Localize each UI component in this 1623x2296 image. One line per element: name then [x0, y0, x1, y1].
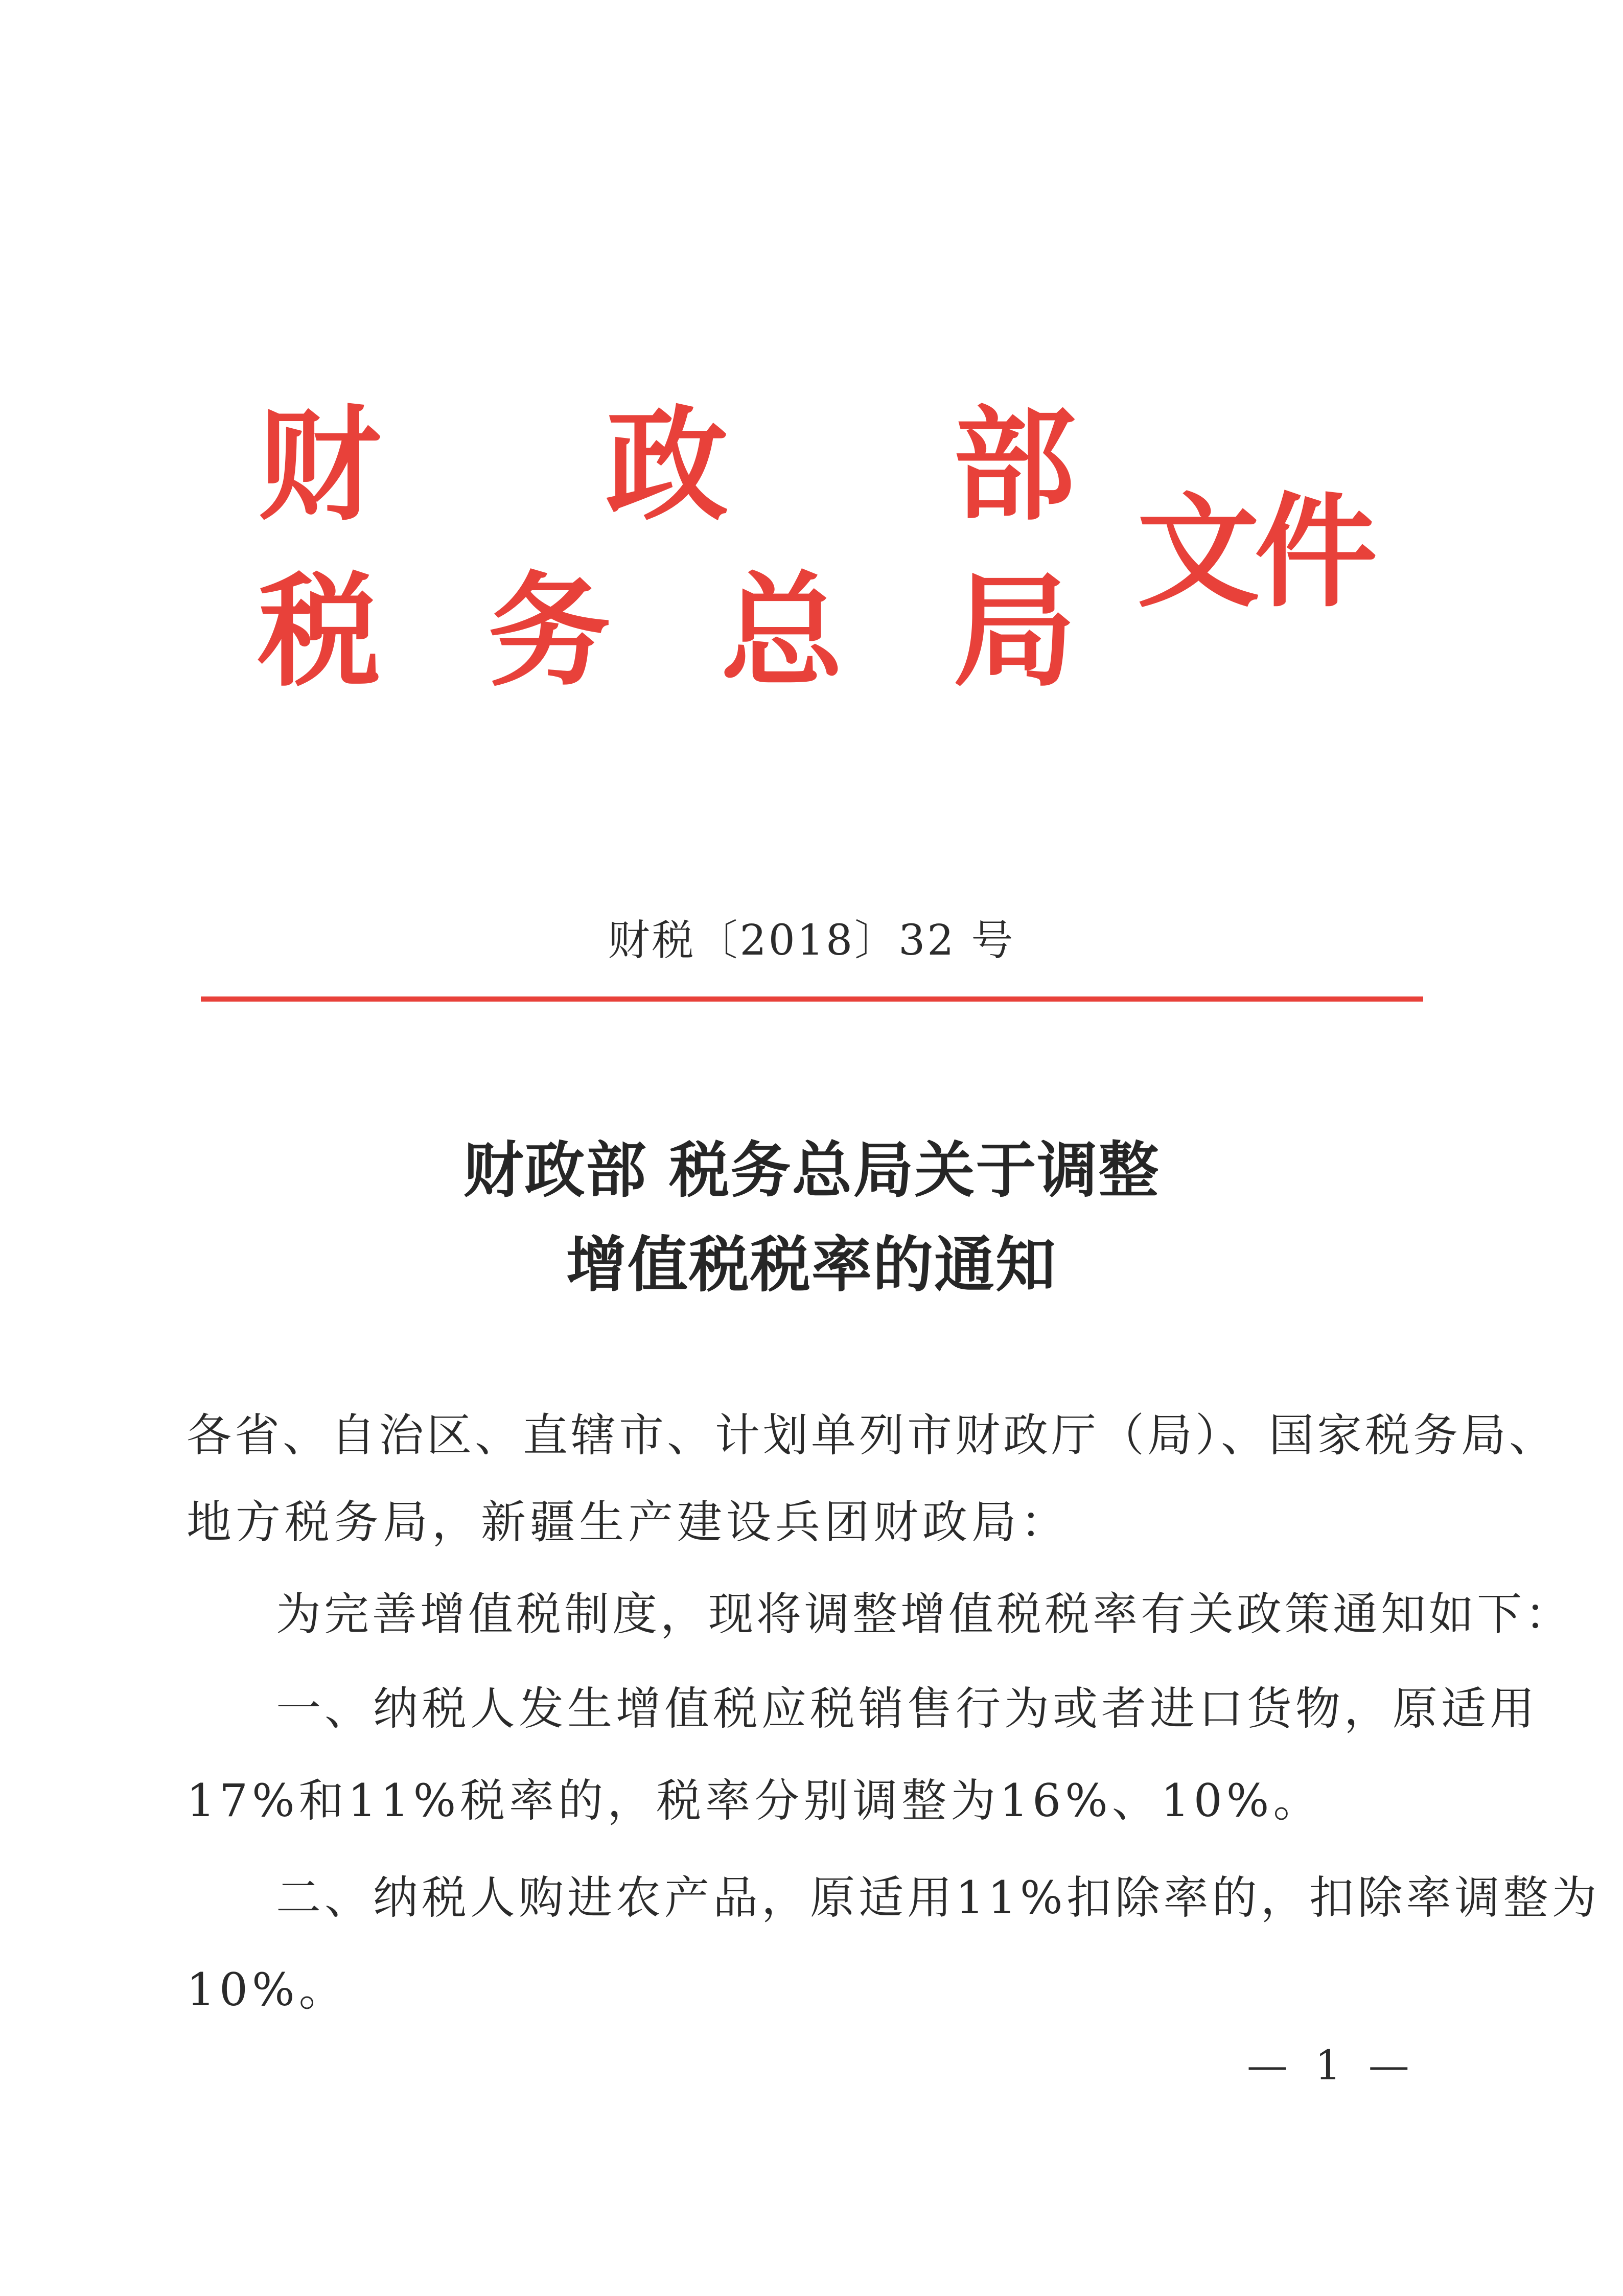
item1-line-2: 17%和11%税率的，税率分别调整为16%、10%。 — [187, 1774, 1323, 1827]
issuer-line1-char: 财 — [258, 393, 381, 537]
title-line-2: 增值税税率的通知 — [566, 1229, 1057, 1300]
doc-number: 财税〔2018〕32 号 — [608, 916, 1015, 965]
issuer-line1-char: 部 — [953, 393, 1076, 537]
issuer-line1-char: 政 — [606, 393, 729, 537]
item2-line-2: 10%。 — [187, 1963, 348, 2016]
issuer-line2-char: 总 — [721, 559, 844, 703]
salutation-line-1: 各省、自治区、直辖市、计划单列市财政厅（局）、国家税务局、 — [187, 1409, 1558, 1462]
item1-line-1: 一、纳税人发生增值税应税销售行为或者进口货物，原适用 — [276, 1682, 1539, 1735]
issuer-line2-char: 务 — [488, 559, 611, 703]
issuer-line2-char: 税 — [258, 559, 381, 703]
page-number: — 1 — — [1247, 2042, 1417, 2089]
salutation-line-2: 地方税务局，新疆生产建设兵团财政局： — [187, 1496, 1070, 1548]
doc-type-label: 文件 — [1137, 480, 1373, 624]
item2-line-1: 二、纳税人购进农产品，原适用11%扣除率的，扣除率调整为 — [276, 1871, 1601, 1924]
title-line-1: 财政部 税务总局关于调整 — [463, 1134, 1160, 1205]
issuer-line2-char: 局 — [953, 559, 1076, 703]
intro-paragraph: 为完善增值税制度，现将调整增值税税率有关政策通知如下： — [276, 1588, 1573, 1640]
red-separator-line — [201, 996, 1423, 1002]
